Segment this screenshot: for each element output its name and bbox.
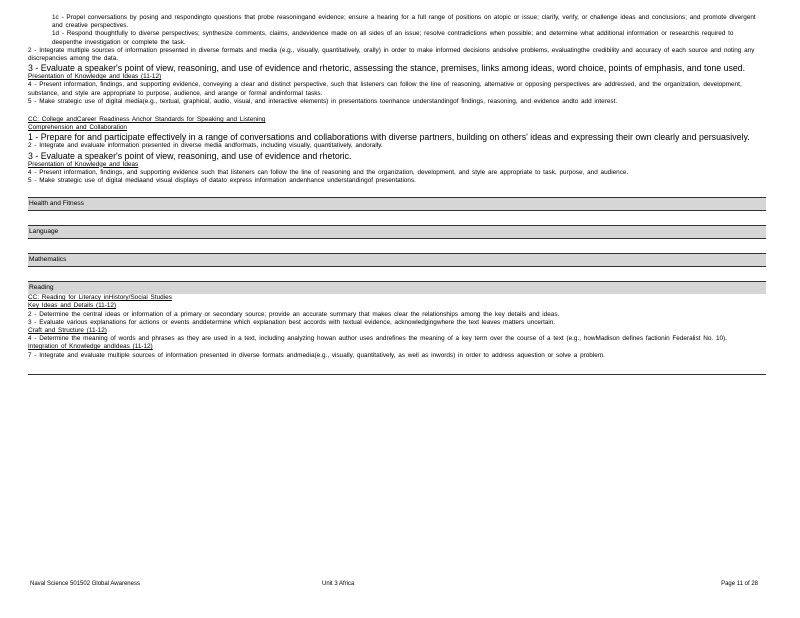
speaking-standard-4: 4 - Present information, findings, and supporting evidence, conveying a clear and distinct perspective, such that listeners can follow the line of reasoning, alternative or opposing perspectives are addressed, and the organization, development, substance, and style are appropriate to purpose, audience, and arange or formal andinformal tasks. [28, 81, 742, 97]
speaking-standard-1c: 1c - Propel conversations by posing and respondingto questions that probe reasoningand evidence; ensure a hearing for a full range of positions on atopic or issue; clarify, verify, or challenge ideas and conclusions; and promote divergent and creative perspectives. [52, 14, 756, 30]
footer-page-number: Page 11 of 28 [721, 581, 758, 587]
ccr-heading: CC: College andCareer Readiness Anchor Standards for Speaking and Listening [28, 116, 266, 124]
key-ideas-heading: Key Ideas and Details (11-12) [28, 302, 117, 310]
ccr-standard-1: 1 - Prepare for and participate effectively in a range of conversations and collaborations with diverse partners, building on others' ideas and expressing their own clearly and persuasively. [28, 132, 750, 143]
integration-heading: Integration of Knowledge andIdeas (11-12) [28, 343, 153, 351]
reading-standard-4: 4 - Determine the meaning of words and phrases as they are used in a text, including analyzing howan author uses andrefines the meaning of a key term over the course of a text (e.g., howMadison defines factionin Federalist No. 10). [28, 335, 727, 343]
footer-unit: Unit 3 Africa [322, 581, 355, 587]
speaking-standard-1d: 1d - Respond thoughtfully to diverse perspectives; synthesize comments, claims, andevidence made on all sides of an issue; resolve contradictions when possible; and determine what additional information or researchis required to deepenthe investigation or complete the task. [52, 30, 734, 46]
craft-heading: Craft and Structure (11-12) [28, 327, 107, 335]
section-language: Language [28, 225, 766, 238]
document-page [28, 14, 766, 375]
footer-course: Naval Science 501502 Global Awareness [30, 581, 140, 587]
presentation-heading: Presentation of Knowledge and Ideas (11-12) [28, 73, 162, 81]
speaking-standard-3: 3 - Evaluate a speaker's point of view, reasoning, and use of evidence and rhetoric, assessing the stance, premises, links among ideas, word choice, points of emphasis, and tone used. [28, 63, 746, 74]
ccr-standard-4: 4 - Present information, findings, and supporting evidence such that listeners can follow the line of reasoning and the organization, development, and style are appropriate to task, purpose, and audience. [28, 168, 629, 176]
ccr-standard-3: 3 - Evaluate a speaker's point of view, reasoning, and use of evidence and rhetoric. [28, 150, 352, 161]
reading-standard-7: 7 - Integrate and evaluate multiple sources of information presented in diverse formats andmedia(e.g., visually, quantitatively, as well as inwords) in order to address aquestion or solve a problem. [28, 351, 605, 359]
section-reading: Reading [28, 281, 766, 294]
section-health: Health and Fitness [28, 197, 766, 210]
reading-standard-2: 2 - Determine the central ideas or information of a primary or secondary source; provide an accurate summary that makes clear the relationships among the key details and ideas. [28, 310, 560, 318]
reading-standard-3: 3 - Evaluate various explanations for actions or events anddetermine which explanation best accords with textual evidence, acknowledgingwhere the text leaves matters uncertain. [28, 318, 556, 326]
ccr-subheading: Comprehension and Collaboration [28, 124, 127, 132]
ccr-standard-5: 5 - Make strategic use of digital mediaand visual displays of datato express information andenhance understandingof presentations. [28, 177, 416, 185]
speaking-standard-5: 5 - Make strategic use of digital media(e.g., textual, graphical, audio, visual, and interactive elements) in presentations toenhance understandingof findings, reasoning, and evidence andto add interest. [28, 97, 618, 105]
reading-heading: CC: Reading for Literacy inHistory/Social Studies [28, 294, 172, 302]
ccr-presentation-heading: Presentation of Knowledge and Ideas [28, 160, 139, 168]
speaking-standard-2: 2 - Integrate multiple sources of information presented in diverse formats and media (e.g., visually, quantitatively, orally) in order to make informed decisions andsolve problems, evaluatingthe credibility and accuracy of each source and noting any discrepancies among the data. [28, 46, 755, 63]
ccr-standard-2: 2 - Integrate and evaluate information presented in diverse media andformats, including visually, quantitatively, andorally. [28, 142, 383, 150]
section-mathematics: Mathematics [28, 253, 766, 266]
bottom-divider [28, 374, 766, 375]
